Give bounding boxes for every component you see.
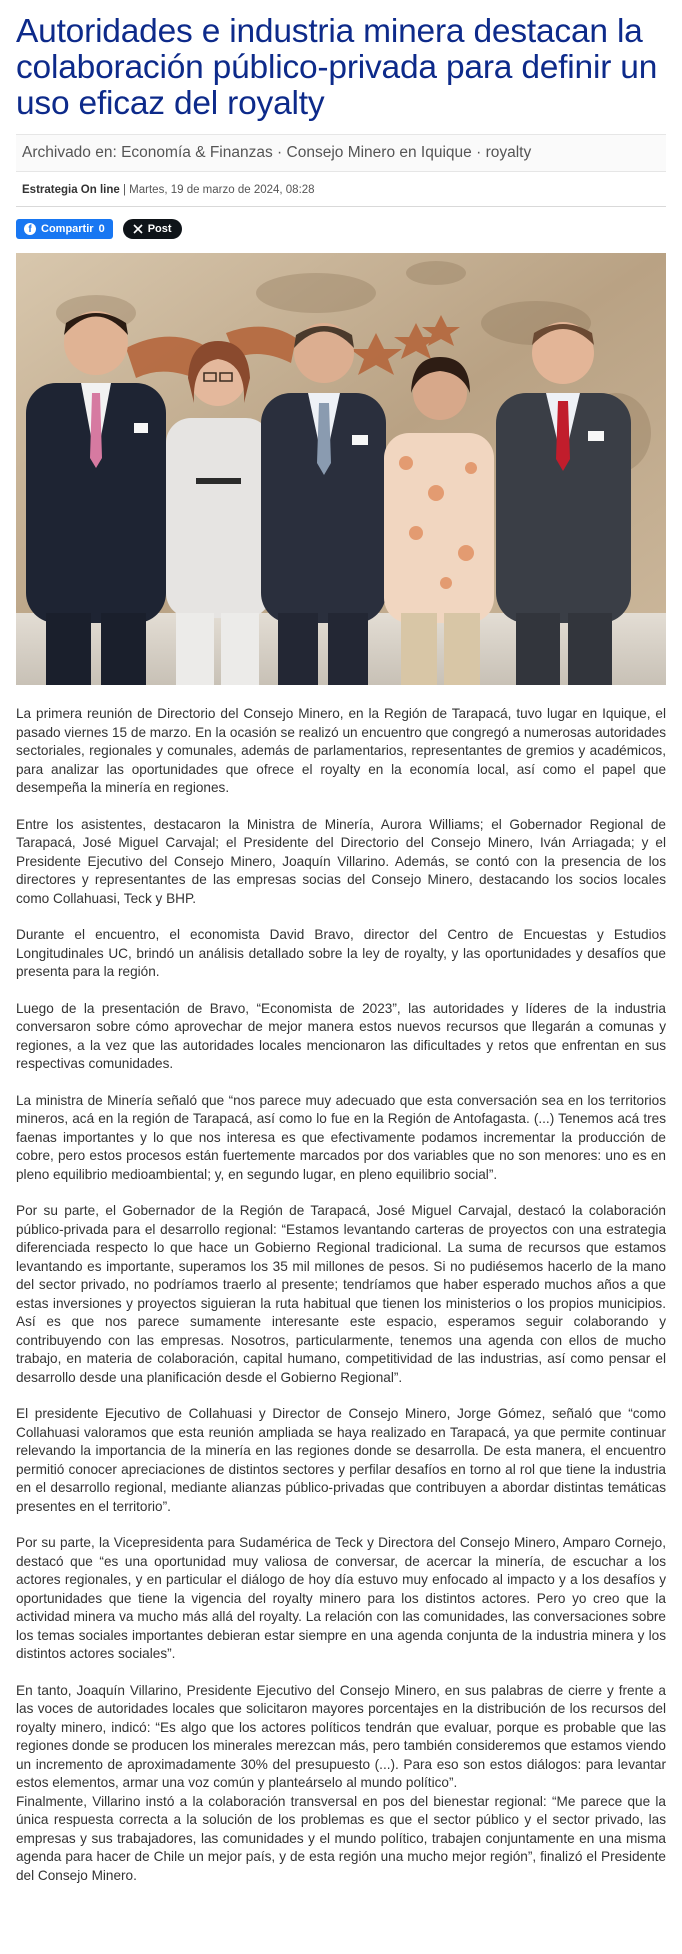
article-paragraph-9: En tanto, Joaquín Villarino, Presidente Ejecutivo del Consejo Minero, en sus palabras de cierre y frente a las voces de autoridades locales que solicitaron mayores porcentajes en la distribución de los recursos del royalty minero, indicó: “Es algo que los actores políticos tendrán que evaluar, porque es probable que las regiones donde se producen los minerales merezcan más, pero también consideremos que estamos viendo un incremento de aproximadamente 30% del presupuesto (...). Para eso son estos diálogos: para levantar estos elementos, armar una voz común y planteárselo al mundo político”. (16, 1682, 666, 1790)
article-paragraph-8: Por su parte, la Vicepresidenta para Sudamérica de Teck y Directora del Consejo Minero, Amparo Cornejo, destacó que “es una oportunidad muy valiosa de conversar, de acercar la minería, de escuchar a los actores regionales, y en particular el diálogo de hoy día estuvo muy enfocado al impacto y a los desafíos y oportunidades que tiene la vigencia del royalty minero para los distintos actores. Pero yo creo que la actividad minera va mucho más allá del royalty. La relación con las comunidades, las conversaciones sobre los temas sociales importantes debieran estar siempre en una agenda conjunta de la industria minera y los distintos actores sociales”. (16, 1535, 666, 1661)
category-separator: · (272, 144, 287, 161)
article-paragraph-2: Entre los asistentes, destacaron la Ministra de Minería, Aurora Williams; el Gobernador Regional de Tarapacá, José Miguel Carvajal; el Presidente del Directorio del Consejo Minero, Iván Arriagada; y el Presidente Ejecutivo del Consejo Minero, Joaquín Villarino. Además, se contó con la presencia de los directores y representantes de las empresas socias del Consejo Minero, destacando los socios locales como Collahuasi, Teck y BHP. (16, 816, 666, 906)
category-separator: · (471, 144, 486, 161)
byline-separator: | (119, 184, 130, 196)
category-link-royalty[interactable]: royalty (485, 144, 532, 161)
article-paragraph-5: La ministra de Minería señaló que “nos parece muy adecuado que esta conversación sea en los territorios mineros, acá en la región de Tarapacá, así como lo fue en la Región de Antofagasta. (...) Tenemos acá tres faenas importantes y lo que nos interesa es que efectivamente podamos incrementar la producción de cobre, pero estos procesos están fuertemente marcados por dos variables que no son menores: uno es en pleno equilibrio medioambiental; y, en segundo lugar, en pleno equilibrio social”. (16, 1092, 666, 1182)
facebook-share-count: 0 (98, 223, 105, 235)
article-photo (16, 253, 666, 685)
article-paragraph-3: Durante el encuentro, el economista David Bravo, director del Centro de Encuestas y Estudios Longitudinales UC, brindó un análisis detallado sobre la ley de royalty, y las oportunidades y desafíos que presenta para la región. (16, 927, 666, 979)
byline (16, 178, 666, 207)
article-title: Autoridades e industria minera destacan la colaboración público-privada para definir un uso eficaz del royalty (16, 13, 658, 122)
category-link-economia[interactable]: Economía & Finanzas (121, 144, 273, 161)
byline-date: Martes, 19 de marzo de 2024, 08:28 (129, 184, 315, 196)
x-post-label: Post (147, 223, 172, 235)
photo-image (16, 253, 666, 685)
article-paragraph-4: Luego de la presentación de Bravo, “Economista de 2023”, las autoridades y líderes de la industria conversaron sobre cómo aprovechar de mejor manera estos nuevos recursos que llegarán a comunas y regiones, a la vez que las autoridades locales mencionaron las dificultades y retos que enfrentan en sus respectivas comunidades. (16, 1000, 666, 1071)
facebook-share-button[interactable] (16, 219, 113, 239)
x-logo-icon (133, 224, 143, 234)
facebook-icon: f (24, 223, 36, 235)
byline-source: Estrategia On line (22, 184, 120, 196)
archived-in-bar (16, 134, 666, 172)
article (0, 14, 682, 1885)
share-buttons (16, 219, 666, 239)
article-paragraph-6: Por su parte, el Gobernador de la Región de Tarapacá, José Miguel Carvajal, destacó la colaboración público-privada para el desarrollo regional: “Estamos levantando carteras de proyectos con una estrategia diferenciada respecto lo que hace un Gobierno Regional tradicional. La suma de recursos que estamos levantando es importante, superamos los 35 mil millones de pesos. Si no pudiésemos hacerlo de la mano del sector privado, no podríamos traerlo al presente; tendríamos que haber esperado muchos años a que estas inversiones y proyectos siguieran la ruta habitual que tienen los ministerios o los propios municipios. Así es que nos parece sumamente interesante este espacio, esperamos seguir colaborando y contribuyendo con las empresas. Nosotros, particularmente, tenemos una agenda con ellos de mucho trabajo, en materia de colaboración, capital humano, competitividad de las industrias, así como pensar el desarrollo desde una planificación desde el Gobierno Regional”. (16, 1203, 666, 1385)
archived-label: Archivado en: (22, 144, 117, 161)
category-link-consejo-minero[interactable]: Consejo Minero en Iquique (286, 144, 472, 161)
article-paragraph-7: El presidente Ejecutivo de Collahuasi y Director de Consejo Minero, Jorge Gómez, señaló que “como Collahuasi valoramos que esta reunión ampliada se haya realizado en Tarapacá, ya que permite continuar relevando la importancia de la minería en las regiones donde se desarrolla. De esta manera, el encuentro permitió conocer apreciaciones de distintos sectores y perfilar desafíos en torno al rol que tiene la industria en el desarrollo regional, mediante alianzas público-privadas que contribuyen a abordar distintas temáticas presentes en el territorio”. (16, 1406, 666, 1514)
article-paragraph-1: La primera reunión de Directorio del Consejo Minero, en la Región de Tarapacá, tuvo lugar en Iquique, el pasado viernes 15 de marzo. En la ocasión se realizó un encuentro que congregó a numerosas autoridades sectoriales, regionales y comunales, además de parlamentarios, representantes de gremios y académicos, para analizar las oportunidades que ofrece el royalty en la economía local, así como el papel que desempeña la minería en regiones. (16, 706, 666, 795)
article-paragraph-10: Finalmente, Villarino instó a la colaboración transversal en pos del bienestar regional: “Me parece que la única respuesta correcta a la solución de los problemas es que el sector público y el sector privado, las empresas y sus trabajadores, las comunidades y el mundo político, trabajen conjuntamente en una misma agenda para hacer de Chile un mejor país, y de esta región una mucho mejor región”, finalizó el Presidente del Consejo Minero. (16, 1793, 666, 1883)
facebook-share-label: Compartir (41, 223, 94, 235)
x-post-button[interactable] (123, 219, 182, 239)
article-body (16, 705, 666, 1885)
